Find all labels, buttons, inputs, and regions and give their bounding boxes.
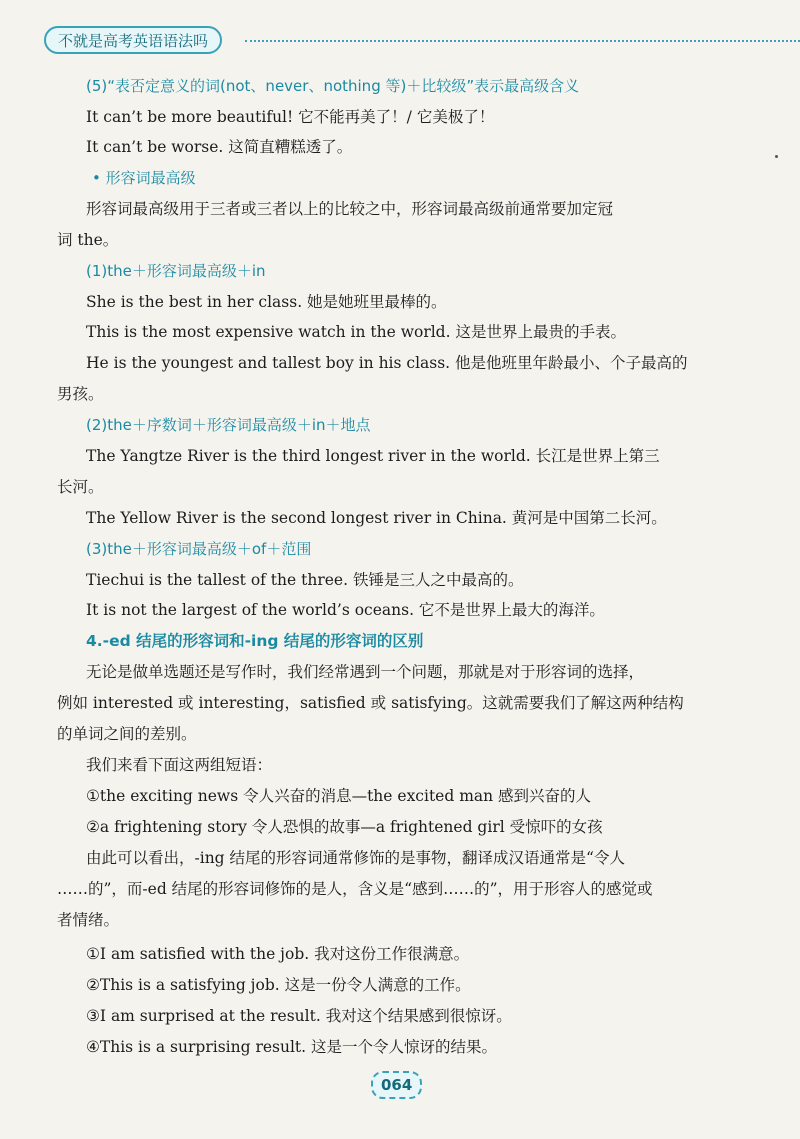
- text-line: 无论是做单选题还是写作时，我们经常遇到一个问题，那就是对于形容词的选择，: [86, 663, 645, 681]
- text-line: 者情绪。: [57, 911, 120, 929]
- text-line: ①I am satisfied with the job. 我对这份工作很满意。: [86, 945, 470, 963]
- text-line: It can’t be more beautiful! 它不能再美了！/ 它美极了！: [86, 108, 495, 126]
- text-line: The Yellow River is the second longest river in China. 黄河是中国第二长河。: [86, 509, 667, 527]
- header-divider: [245, 40, 800, 42]
- section-heading: 4.-ed 结尾的形容词和-ing 结尾的形容词的区别: [86, 632, 424, 650]
- text-line: ②a frightening story 令人恐惧的故事—a frightened girl 受惊吓的女孩: [86, 818, 603, 836]
- text-line: The Yangtze River is the third longest river in the world. 长江是世界上第三: [86, 447, 660, 465]
- subsection-heading: • 形容词最高级: [92, 169, 196, 187]
- text-line: 我们来看下面这两组短语：: [86, 756, 273, 774]
- margin-dot: [775, 155, 778, 158]
- text-line: ……的”，而-ed 结尾的形容词修饰的是人，含义是“感到……的”，用于形容人的感觉或: [57, 880, 653, 898]
- text-line: 词 the。: [57, 231, 119, 249]
- page-number: 064: [371, 1071, 422, 1099]
- subsection-heading: (2)the＋序数词＋形容词最高级＋in＋地点: [86, 416, 371, 434]
- subsection-heading: (3)the＋形容词最高级＋of＋范围: [86, 540, 312, 558]
- text-line: She is the best in her class. 她是她班里最棒的。: [86, 293, 447, 311]
- subsection-heading: (5)“表否定意义的词(not、never、nothing 等)＋比较级”表示最高级含义: [86, 77, 580, 95]
- book-title-tag: 不就是高考英语语法吗: [44, 26, 222, 54]
- text-line: 男孩。: [57, 385, 104, 403]
- text-line: He is the youngest and tallest boy in his class. 他是他班里年龄最小、个子最高的: [86, 354, 688, 372]
- text-line: 的单词之间的差别。: [57, 725, 197, 743]
- text-line: 长河。: [57, 478, 104, 496]
- text-line: ①the exciting news 令人兴奋的消息—the excited man 感到兴奋的人: [86, 787, 592, 805]
- text-line: 由此可以看出，-ing 结尾的形容词通常修饰的是事物，翻译成汉语通常是“令人: [86, 849, 625, 867]
- text-line: This is the most expensive watch in the world. 这是世界上最贵的手表。: [86, 323, 626, 341]
- text-line: It is not the largest of the world’s oceans. 它不是世界上最大的海洋。: [86, 601, 605, 619]
- subsection-heading: (1)the＋形容词最高级＋in: [86, 262, 266, 280]
- text-line: 例如 interested 或 interesting，satisfied 或 satisfying。这就需要我们了解这两种结构: [57, 694, 684, 712]
- text-line: It can’t be worse. 这简直糟糕透了。: [86, 138, 353, 156]
- text-line: ②This is a satisfying job. 这是一份令人满意的工作。: [86, 976, 471, 994]
- text-line: Tiechui is the tallest of the three. 铁锤是三人之中最高的。: [86, 571, 524, 589]
- text-line: ④This is a surprising result. 这是一个令人惊讶的结果。: [86, 1038, 498, 1056]
- text-line: ③I am surprised at the result. 我对这个结果感到很惊讶。: [86, 1007, 512, 1025]
- text-line: 形容词最高级用于三者或三者以上的比较之中，形容词最高级前通常要加定冠: [86, 200, 614, 218]
